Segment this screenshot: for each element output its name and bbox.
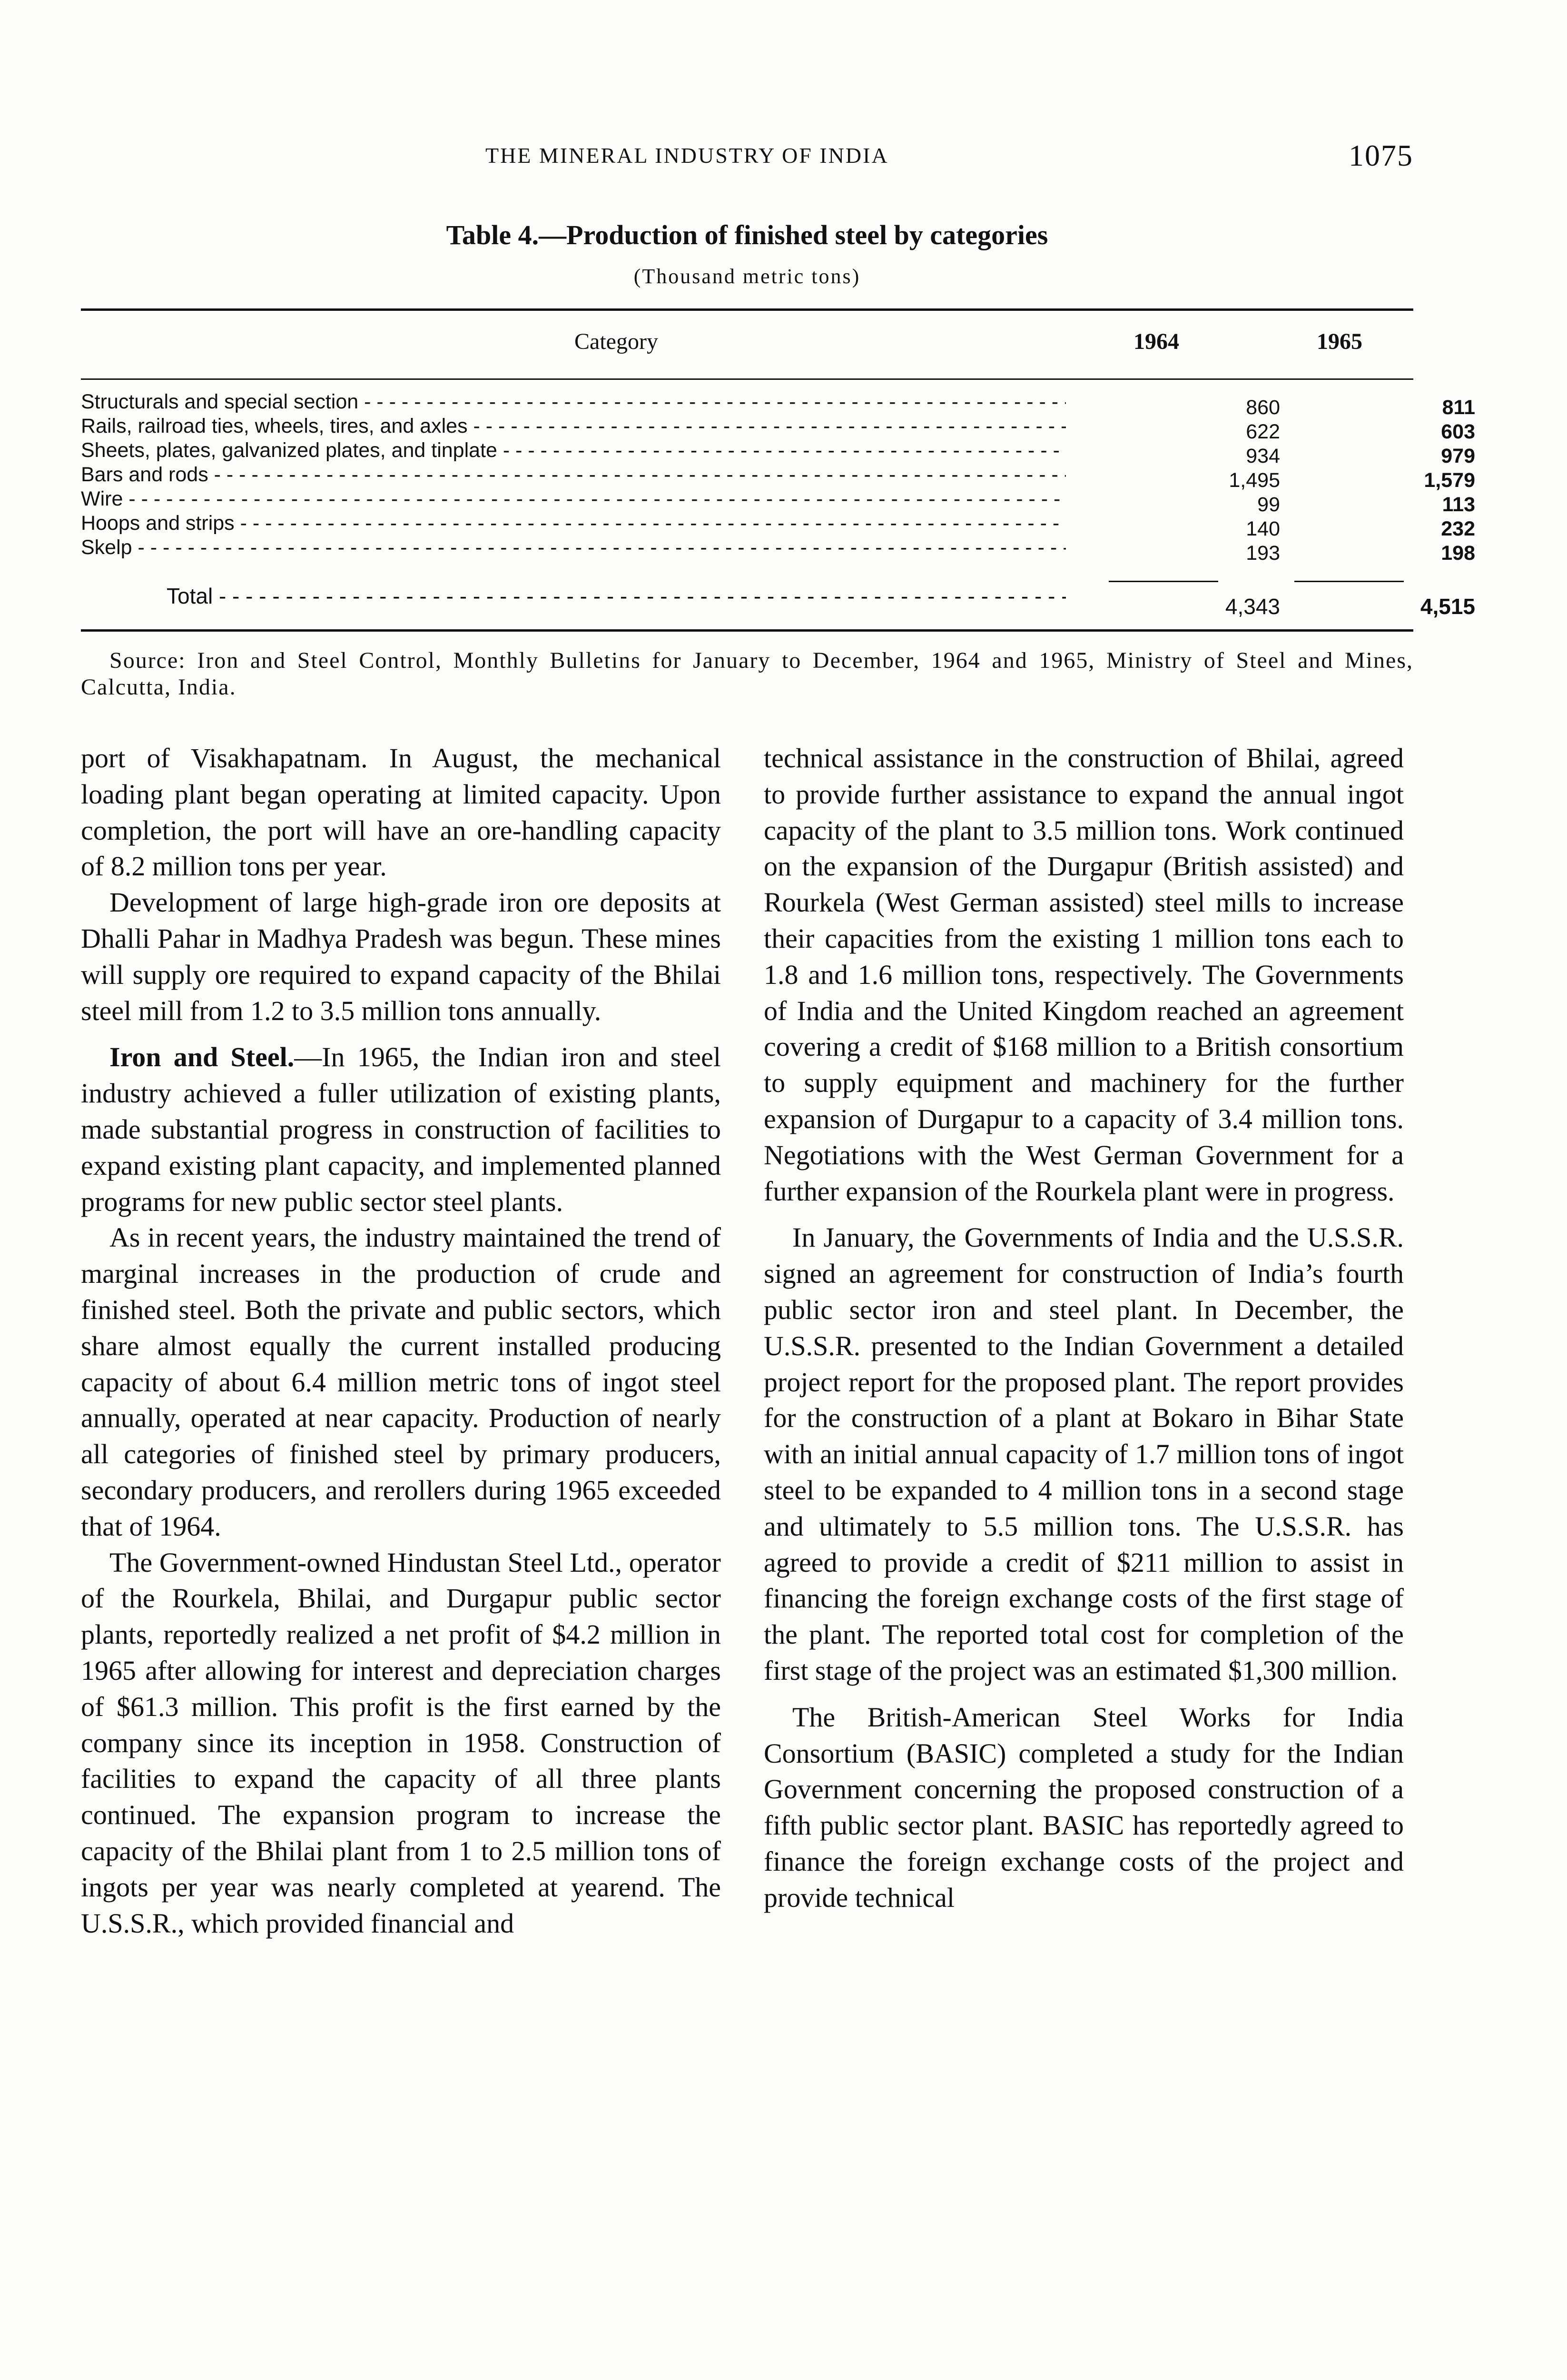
table-header-rule	[81, 378, 1413, 380]
row-value-1964: 622	[1246, 420, 1280, 443]
row-value-1965: 603	[1441, 420, 1475, 443]
table-total-row	[81, 583, 1475, 619]
row-value-1965: 232	[1441, 517, 1475, 540]
table-subtitle: (Thousand metric tons)	[633, 265, 861, 288]
column-header-category: Category	[574, 329, 658, 354]
paragraph-iron-and-steel	[81, 1039, 721, 1220]
table-top-rule	[81, 308, 1413, 311]
table-bottom-rule	[81, 629, 1413, 632]
sum-rule-1964	[1109, 581, 1218, 582]
row-value-1965: 1,579	[1424, 469, 1475, 492]
section-heading: Iron and Steel.	[109, 1041, 295, 1073]
table-title: Table 4.—Production of finished steel by categories	[446, 219, 1048, 250]
table-row	[81, 536, 1475, 565]
page-number: 1075	[1349, 139, 1413, 172]
row-category: Skelp - - -	[81, 536, 1066, 559]
paragraph: The British-American Steel Works for India Consortium (BASIC) completed a study for the Indian Government concerning the proposed construction of a fifth public sector plant. BASIC has reportedly agreed to finance the foreign exchange costs of the project and provide technical	[764, 1701, 1404, 1913]
row-value-1964: 934	[1246, 445, 1280, 467]
row-value-1965: 113	[1442, 493, 1475, 516]
table-source-note	[81, 647, 1413, 701]
table-body	[81, 390, 1475, 565]
row-value-1964: 1,495	[1229, 469, 1280, 492]
right-column	[764, 740, 1404, 1916]
row-category: Wire - - -	[81, 487, 1066, 511]
row-value-1964: 860	[1246, 396, 1280, 419]
paragraph: Development of large high-grade iron ore deposits at Dhalli Pahar in Madhya Pradesh was begun. These mines will supply ore required to expand capacity of the Bhilai steel mill from 1.2 to 3.5 million tons annually.	[81, 887, 721, 1026]
column-header-1965: 1965	[1317, 329, 1362, 354]
row-value-1964: 99	[1257, 493, 1280, 516]
row-value-1964: 140	[1246, 517, 1280, 540]
left-column	[81, 740, 721, 1941]
paragraph: In January, the Governments of India and the U.S.S.R. signed an agreement for construction of India’s fourth public sector iron and steel plant. In December, the U.S.S.R. presented to the Indian Government a detailed project report for the proposed plant. The report provides for the construction of a plant at Bokaro in Bihar State with an initial annual capacity of 1.7 million tons of ingot steel to be expanded to 4 million tons in a second stage and ultimately to 5.5 million tons. The U.S.S.R. has agreed to provide a credit of $211 million to assist in financing the foreign exchange costs of the first stage of the plant. The reported total cost for completion of the first stage of the project was an estimated $1,300 million.	[764, 1222, 1404, 1686]
table-row	[81, 463, 1475, 492]
total-label: Total - - -	[167, 583, 1066, 609]
total-value-1965: 4,515	[1420, 594, 1475, 619]
row-category: Structurals and special section - - -	[81, 390, 1066, 414]
row-value-1964: 193	[1246, 542, 1280, 565]
paragraph: The Government-owned Hindustan Steel Ltd., operator of the Rourkela, Bhilai, and Durgapur public sector plants, reportedly realized a net profit of $4.2 million in 1965 after allowing for interest and depreciation charges of $61.3 million. This profit is the first earned by the company since its inception in 1958. Construction of facilities to expand the capacity of all three plants continued. The expansion program to increase the capacity of the Bhilai plant from 1 to 2.5 million tons of ingots per year was nearly completed at yearend. The U.S.S.R., which provided financial and	[81, 1547, 721, 1939]
source-text: Source: Iron and Steel Control, Monthly Bulletins for January to December, 1964 and 1965, Ministry of Steel and Mines, Calcutta, India.	[81, 648, 1413, 700]
page-header	[81, 138, 1413, 176]
row-category: Hoops and strips - - -	[81, 512, 1066, 535]
row-value-1965: 979	[1441, 445, 1475, 467]
table-row	[81, 390, 1475, 419]
column-header-1964: 1964	[1133, 329, 1179, 354]
row-value-1965: 198	[1441, 542, 1475, 565]
paragraph: technical assistance in the construction of Bhilai, agreed to provide further assistance to expand the annual ingot capacity of the plant to 3.5 million tons. Work continued on the expansion of the Durgapur (British assisted) and Rourkela (West German assisted) steel mills to increase their capacities from the existing 1 million tons each to 1.8 and 1.6 million tons, respectively. The Governments of India and the United Kingdom reached an agreement covering a credit of $168 million to a British consortium to supply equipment and machinery for the further expansion of Durgapur to a capacity of 3.4 million tons. Negotiations with the West German Government for a further expansion of the Rourkela plant were in progress.	[764, 743, 1404, 1207]
paragraph: port of Visakhapatnam. In August, the mechanical loading plant began operating at limited capacity. Upon completion, the port will have an ore-handling capacity of 8.2 million tons per year.	[81, 743, 721, 882]
total-value-1964: 4,343	[1225, 594, 1280, 619]
paragraph-text: —In 1965, the Indian iron and steel industry achieved a fuller utilization of existing plants, made substantial progress in construction of facilities to expand existing plant capacity, and implemented planned programs for new public sector steel plants.	[81, 1041, 721, 1217]
row-value-1965: 811	[1442, 396, 1475, 419]
paragraph: As in recent years, the industry maintained the trend of marginal increases in the production of crude and finished steel. Both the private and public sectors, which share almost equally the current installed producing capacity of about 6.4 million metric tons of ingot steel annually, operated at near capacity. Production of nearly all categories of finished steel by primary producers, secondary producers, and rerollers during 1965 exceeded that of 1964.	[81, 1222, 721, 1542]
table-row	[81, 439, 1475, 467]
running-title: THE MINERAL INDUSTRY OF INDIA	[485, 143, 889, 168]
sum-rule-1965	[1294, 581, 1404, 582]
row-category: Rails, railroad ties, wheels, tires, and axles - - -	[81, 415, 1066, 438]
table-row	[81, 415, 1475, 443]
table-row	[81, 512, 1475, 540]
table-row	[81, 487, 1475, 516]
row-category: Bars and rods - - -	[81, 463, 1066, 486]
row-category: Sheets, plates, galvanized plates, and tinplate - - -	[81, 439, 1066, 462]
